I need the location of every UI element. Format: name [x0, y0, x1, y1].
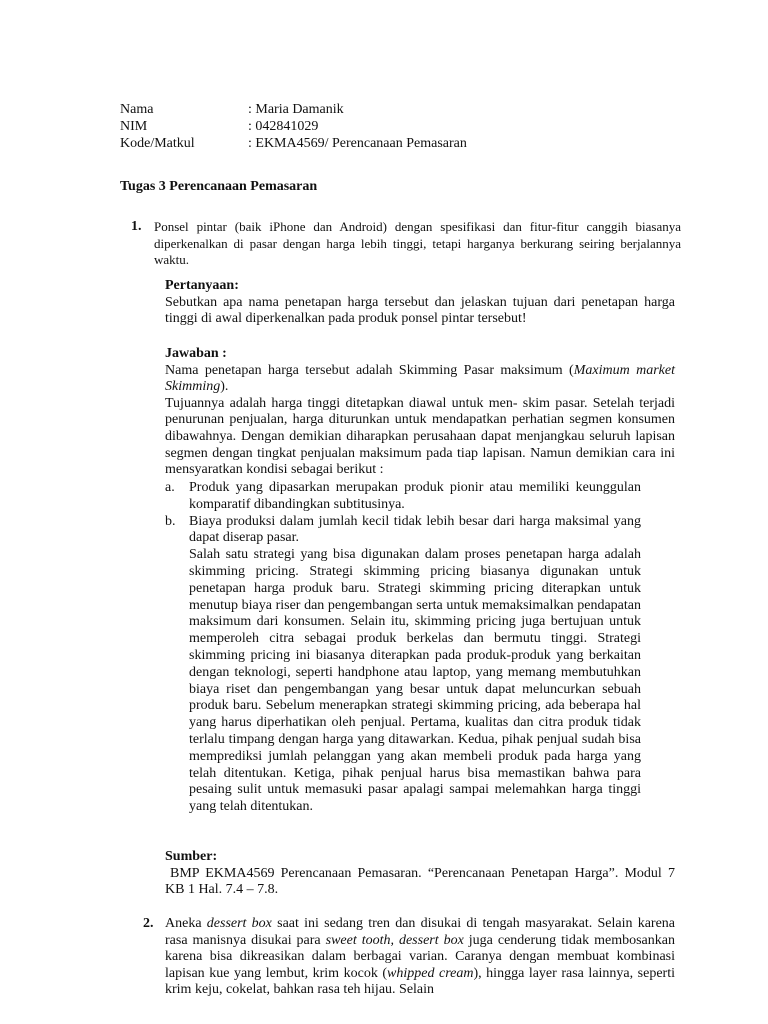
sumber-label: Sumber:: [165, 849, 218, 864]
sumber-block: [165, 849, 675, 899]
list-item-b: [165, 514, 641, 816]
skimming-explanation: Salah satu strategi yang bisa digunakan dalam proses penetapan harga adalah skimming pricing. Strategi skimming pricing biasanya digunakan untuk penetapan harga produk baru. Strategi skimming pricing diterapkan untuk menutup biaya riser dan pengembangan serta untuk memaksimalkan pendapatan maksimum dari konsumen. Selain itu, skimming pricing juga bertujuan untuk memperoleh citra sebagai produk berkelas dan bermutu tinggi. Strategi skimming pricing ini biasanya diterapkan pada produk-produk yang berkaitan dengan teknologi, seperti handphone atau laptop, yang memang membutuhkan biaya riset dan pengembangan yang besar untuk dapat meluncurkan sebuah produk baru. Sebelum menerapkan strategi skimming pricing, ada beberapa hal yang harus diperhatikan oleh penjual. Pertama, kualitas dan citra produk tidak terlalu timpang dengan harga yang ditawarkan. Kedua, pihak penjual sudah bisa memprediksi jumlah pelanggan yang akan membeli produk pada harga yang telah ditentukan. Ketiga, pihak penjual harus bisa memastikan bahwa para pesaing sulit untuk memasuki pasar apalagi sampai melemahkan harga tinggi yang telah ditentukan.: [189, 547, 641, 815]
document-title: Tugas 3 Perencanaan Pemasaran: [120, 179, 318, 194]
nama-value: : Maria Damanik: [248, 102, 344, 117]
nim-label: NIM: [120, 119, 148, 134]
question-1-text: Ponsel pintar (baik iPhone dan Android) dengan spesifikasi dan fitur-fitur canggih biasanya diperkenalkan di pasar dengan harga lebih tinggi, tetapi harganya berkurang seiring berjalannya waktu.: [154, 219, 681, 267]
q2-text-4: ), hingga layer rasa lainnya, seperti krim keju, cokelat, bahkan rasa teh hijau. Selain: [165, 965, 675, 998]
list-text-b: Biaya produksi dalam jumlah kecil tidak lebih besar dari harga maksimal yang dapat diserap pasar.: [189, 513, 641, 546]
sumber-text: BMP EKMA4569 Perencanaan Pemasaran. “Perencanaan Penetapan Harga”. Modul 7 KB 1 Hal. 7.4 – 7.8.: [165, 865, 675, 898]
list-text-a: Produk yang dipasarkan merupakan produk pionir atau memiliki keunggulan komparatif dibandingkan subtitusinya.: [189, 480, 641, 512]
list-item-a: [165, 480, 641, 514]
q2-text-1: Aneka: [165, 916, 207, 931]
jawaban-pre: Nama penetapan harga tersebut adalah Skimming Pasar maksimum (: [165, 362, 574, 378]
q2-italic-2: sweet tooth, dessert box: [325, 932, 464, 948]
kondisi-list: [165, 480, 641, 816]
kode-label: Kode/Matkul: [120, 136, 195, 151]
q2-text-3: juga cenderung tidak membosankan karena bisa dikreasikan dalam berbagai varian. Caranya dengan membuat kombinasi lapisan kue yang lembut, krim kocok (: [165, 932, 675, 981]
q2-italic-3: whipped cream: [387, 965, 474, 981]
jawaban-post: ).: [220, 379, 229, 395]
jawaban-label: Jawaban :: [165, 346, 227, 361]
jawaban-paragraph-1: [165, 363, 675, 396]
q2-italic-1: dessert box: [206, 916, 272, 931]
kode-value: : EKMA4569/ Perencanaan Pemasaran: [248, 136, 467, 151]
jawaban-paragraph-2: Tujuannya adalah harga tinggi ditetapkan diawal untuk men- skim pasar. Setelah terjadi penurunan penjualan, harga diturunkan untuk mendapatkan perhatian segmen konsumen dibawahnya. Dengan demikian diharapkan perusahaan dapat menjangkau seluruh lapisan segmen dengan tingkat penjualan maksimum pada tiap lapisan. Namun demikian cara ini mensyaratkan kondisi sebagai berikut :: [165, 395, 675, 478]
list-marker-b: b.: [165, 513, 176, 529]
pertanyaan-text: Sebutkan apa nama penetapan harga tersebut dan jelaskan tujuan dari penetapan harga tinggi di awal diperkenalkan pada produk ponsel pintar tersebut!: [165, 294, 675, 327]
q2-text-2: saat ini sedang tren dan disukai di tengah masyarakat. Selain karena rasa manisnya disukai para: [165, 916, 675, 948]
nim-value: : 042841029: [248, 119, 319, 134]
nama-label: Nama: [120, 102, 154, 117]
jawaban-block: [165, 346, 675, 479]
question-1-number: 1.: [131, 219, 142, 234]
jawaban-italic: Maximum market Skimming: [165, 362, 675, 395]
question-2-number: 2.: [143, 916, 154, 931]
pertanyaan-block: [165, 278, 675, 328]
question-2-text: [165, 916, 675, 999]
list-marker-a: a.: [165, 480, 175, 495]
pertanyaan-label: Pertanyaan:: [165, 278, 239, 293]
